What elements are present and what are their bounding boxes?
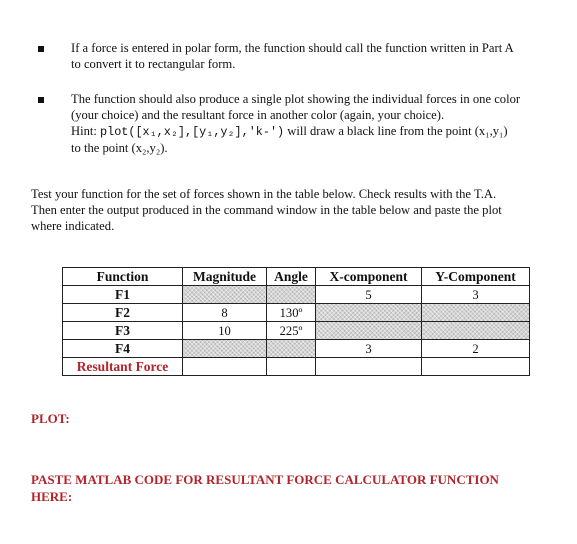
bullet-marker: [38, 97, 44, 103]
text-line: (your choice) and the resultant force in another color (again, your choice).: [71, 108, 445, 122]
cell-magnitude-shaded: [183, 340, 267, 358]
bullet-paragraph-polar: [71, 40, 571, 72]
cell-function: F2: [63, 304, 183, 322]
forces-table: [62, 267, 530, 376]
header-y-component: Y-Component: [422, 268, 530, 286]
cell-y-component-shaded: [422, 304, 530, 322]
cell-y-component: 3: [422, 286, 530, 304]
table-row-resultant: [63, 358, 530, 376]
table-row: [63, 340, 530, 358]
cell-x-component-input[interactable]: [316, 358, 422, 376]
hint-prefix: Hint:: [71, 124, 101, 138]
header-magnitude: Magnitude: [183, 268, 267, 286]
hint-code: plot([x₁,x₂],[y₁,y₂],'k-'): [100, 125, 285, 139]
instructions-paragraph: [31, 186, 571, 234]
cell-x-component-shaded: [316, 304, 422, 322]
text-line: HERE:: [31, 489, 73, 504]
cell-y-component: 2: [422, 340, 530, 358]
paste-code-label: [31, 471, 571, 505]
header-x-component: X-component: [316, 268, 422, 286]
header-function: Function: [63, 268, 183, 286]
text-line: Then enter the output produced in the command window in the table below and paste the plot: [31, 203, 502, 217]
cell-function: F3: [63, 322, 183, 340]
text-line: If a force is entered in polar form, the function should call the function written in Part A: [71, 41, 514, 55]
text-line: to the point (x₂,y₂).: [71, 141, 168, 155]
cell-y-component-shaded: [422, 322, 530, 340]
hint-line: [71, 123, 571, 140]
table-header-row: [63, 268, 530, 286]
cell-function: F4: [63, 340, 183, 358]
text-line: PASTE MATLAB CODE FOR RESULTANT FORCE CALCULATOR FUNCTION: [31, 472, 499, 487]
cell-magnitude: 8: [183, 304, 267, 322]
cell-angle-shaded: [267, 340, 316, 358]
table-row: [63, 286, 530, 304]
table-row: [63, 322, 530, 340]
cell-function-resultant: Resultant Force: [63, 358, 183, 376]
cell-angle: 130º: [267, 304, 316, 322]
bullet-marker: [38, 46, 44, 52]
cell-y-component-input[interactable]: [422, 358, 530, 376]
cell-x-component: 5: [316, 286, 422, 304]
text-line: to convert it to rectangular form.: [71, 57, 236, 71]
cell-x-component-shaded: [316, 322, 422, 340]
cell-angle-shaded: [267, 286, 316, 304]
cell-angle: 225º: [267, 322, 316, 340]
text-line: The function should also produce a single plot showing the individual forces in one color: [71, 92, 521, 106]
header-angle: Angle: [267, 268, 316, 286]
bullet-paragraph-plot: [71, 91, 571, 156]
cell-function: F1: [63, 286, 183, 304]
text-line: where indicated.: [31, 219, 115, 233]
text-line: Test your function for the set of forces shown in the table below. Check results with the T.A.: [31, 187, 497, 201]
cell-x-component: 3: [316, 340, 422, 358]
cell-magnitude-shaded: [183, 286, 267, 304]
cell-magnitude-input[interactable]: [183, 358, 267, 376]
hint-suffix: will draw a black line from the point (x₁,y₁): [284, 124, 508, 138]
table-row: [63, 304, 530, 322]
cell-angle-input[interactable]: [267, 358, 316, 376]
cell-magnitude: 10: [183, 322, 267, 340]
plot-label: PLOT:: [31, 411, 70, 426]
